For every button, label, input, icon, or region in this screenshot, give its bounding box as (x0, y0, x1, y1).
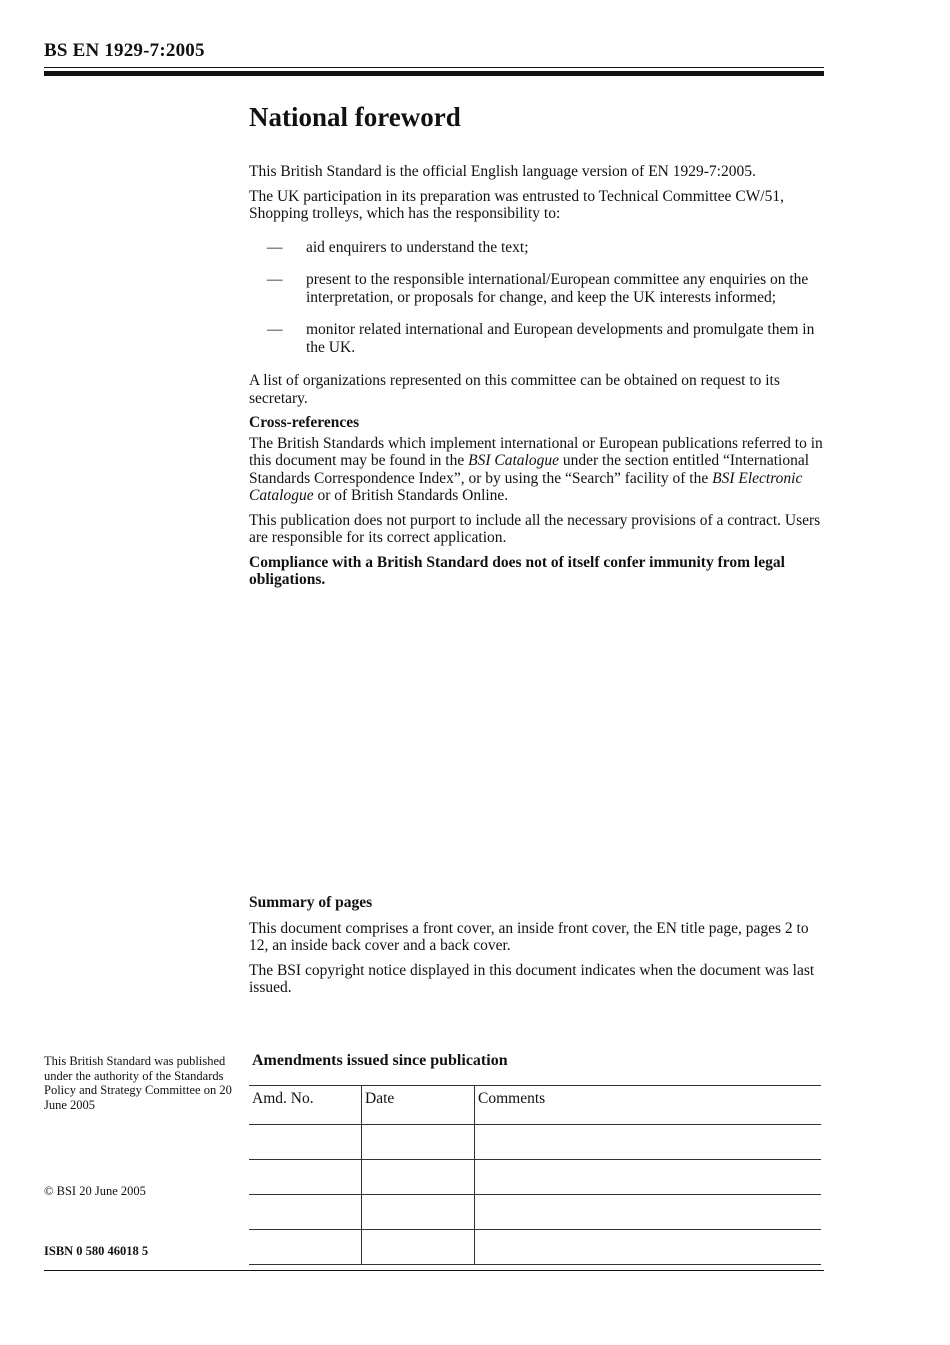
list-item-text: present to the responsible international/European committee any enquiries on the interpretation, or proposals for change, and keep the UK interests informed; (306, 271, 809, 306)
dash-bullet: — (267, 271, 283, 288)
table-cell (249, 1160, 362, 1195)
isbn-number: ISBN 0 580 46018 5 (44, 1244, 149, 1258)
table-cell (362, 1160, 475, 1195)
responsibility-list (249, 239, 824, 357)
table-row (249, 1195, 821, 1230)
list-item (249, 321, 824, 356)
table-cell (362, 1230, 475, 1265)
list-item (249, 271, 824, 306)
intro-paragraph: This British Standard is the official English language version of EN 1929-7:2005. (249, 163, 756, 180)
list-item-text: aid enquirers to understand the text; (306, 238, 529, 256)
table-cell (475, 1125, 822, 1160)
copyright-line: © BSI 20 June 2005 (44, 1184, 146, 1198)
list-item (249, 239, 824, 257)
dash-bullet: — (267, 321, 283, 338)
cross-ref-text-1: The British Standards which implement international or European publications referred to in this document may be found in the (249, 434, 823, 469)
column-header-date: Date (362, 1086, 475, 1125)
participation-paragraph: The UK participation in its preparation was entrusted to Technical Committee CW/51, Shopping trolleys, which has the responsibility to: (249, 187, 784, 222)
cross-references-paragraph (249, 435, 824, 505)
table-row (249, 1160, 821, 1195)
document-id: BS EN 1929-7:2005 (44, 40, 205, 61)
summary-pages-paragraph: This document comprises a front cover, an inside front cover, the EN title page, pages 2 to 12, an inside back cover and a back cover. (249, 919, 809, 954)
page-title: National foreword (249, 102, 461, 132)
footer-rule (44, 1270, 824, 1271)
table-row (249, 1230, 821, 1265)
cross-ref-text-2: under the section entitled “International Standards Correspondence Index”, or by using the “Search” facility of the (249, 452, 810, 487)
table-cell (362, 1195, 475, 1230)
table-cell (249, 1230, 362, 1265)
summary-section (249, 894, 824, 1004)
table-cell (475, 1160, 822, 1195)
table-row (249, 1125, 821, 1160)
compliance-statement: Compliance with a British Standard does not of itself confer immunity from legal obligations. (249, 553, 785, 588)
amendments-table (249, 1085, 821, 1265)
organizations-paragraph: A list of organizations represented on this committee can be obtained on request to its secretary. (249, 372, 780, 407)
authority-note: This British Standard was published under the authority of the Standards Policy and Strategy Committee on 20 June 2005 (44, 1054, 232, 1112)
table-cell (475, 1230, 822, 1265)
table-cell (475, 1195, 822, 1230)
list-item-text: monitor related international and European developments and promulgate them in the UK. (306, 321, 815, 356)
foreword-section (249, 100, 824, 596)
header-rule-thick (44, 71, 824, 76)
copyright-notice-paragraph: The BSI copyright notice displayed in this document indicates when the document was last issued. (249, 961, 815, 996)
amendments-title: Amendments issued since publication (252, 1052, 508, 1069)
bsi-catalogue-title: BSI Catalogue (468, 452, 559, 469)
dash-bullet: — (267, 238, 283, 256)
table-cell (249, 1195, 362, 1230)
cross-references-heading: Cross-references (249, 414, 360, 431)
column-header-comments: Comments (475, 1086, 822, 1125)
table-header-row (249, 1086, 821, 1125)
column-header-amd-no: Amd. No. (249, 1086, 362, 1125)
bsi-electronic-catalogue-title: BSI Electronic Catalogue (249, 469, 803, 504)
header-rule-thin (44, 67, 824, 68)
provisions-paragraph: This publication does not purport to include all the necessary provisions of a contract. Users are responsible for its correct application. (249, 511, 821, 546)
summary-heading: Summary of pages (249, 894, 373, 911)
table-cell (362, 1125, 475, 1160)
cross-ref-text-3: or of British Standards Online. (313, 487, 509, 504)
table-cell (249, 1125, 362, 1160)
